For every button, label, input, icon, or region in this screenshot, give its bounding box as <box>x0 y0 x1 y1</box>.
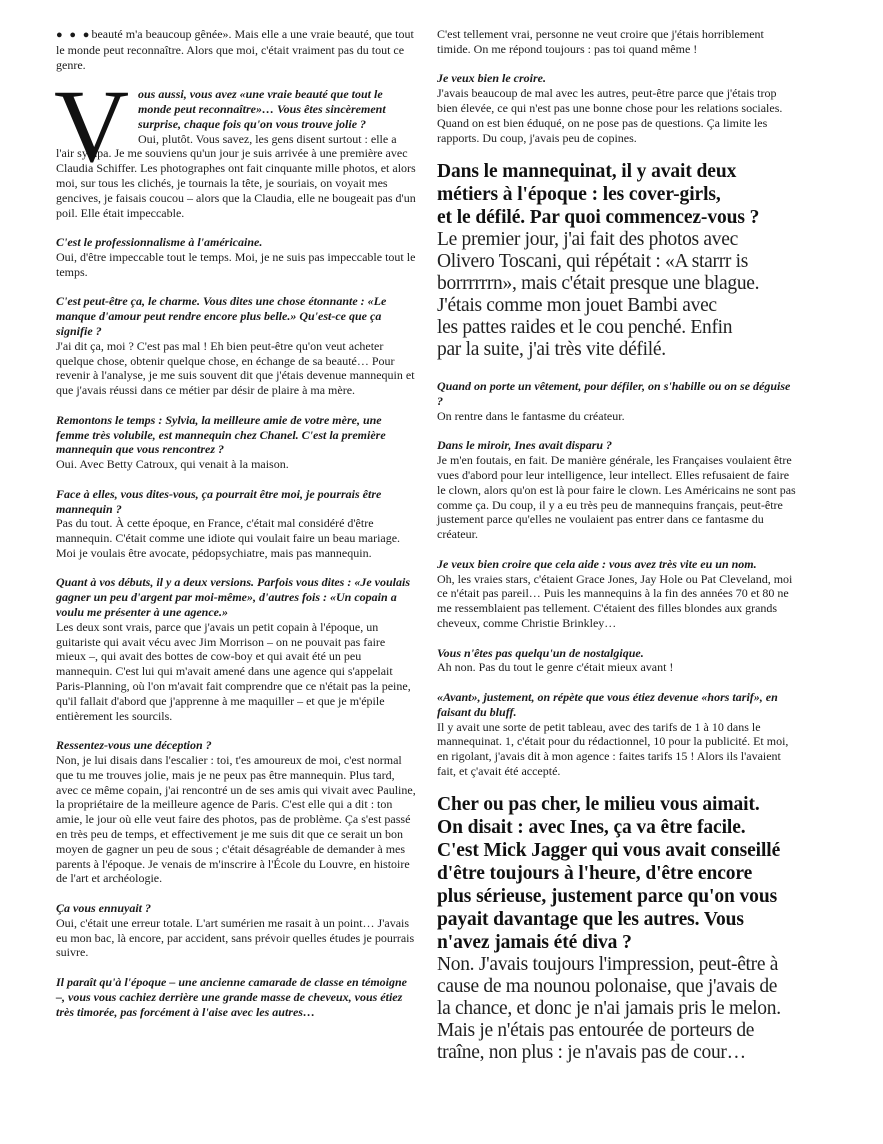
question: Vous n'êtes pas quelqu'un de nostalgique. <box>437 645 644 660</box>
qa-block <box>437 690 799 779</box>
question: Quand on porte un vêtement, pour défiler, on s'habille ou on se déguise ? <box>437 379 791 408</box>
highlight-question: Cher ou pas cher, le milieu vous aimait. On disait : avec Ines, ça va être facile. C'est Mick Jagger qui vous avait conseillé d'être toujours à l'heure, d'être encore plus sérieuse, justement parce qu'on vous payait davantage que les autres. Vous n'avez jamais été diva ? <box>437 794 781 954</box>
question: Il paraît qu'à l'époque – une ancienne camarade de classe en témoigne –, vous vous cachiez derrière une grande masse de cheveux, vous étiez très timorée, pas forcément à l'aise avec les autres… <box>56 975 407 1019</box>
qa-block <box>437 379 799 423</box>
answer: Non, je lui disais dans l'escalier : toi, t'es amoureux de moi, c'est normal que tu me trouves jolie, mais je ne peux pas être mannequin. Plus tard, avec ce même copain, j'ai rencontré un de ses amis qui vivait avec Pauline, la propriétaire de la meilleure agence de Paris. C'est elle qui a dit : ton amie, le jour où elle veut faire des photos, pas de problème. Ça s'est passé en très peu de temps, et effectivement je me suis dit que ce serait un bon moyen de gagner un peu de sous ; c'était désagréable de demander à mes parents à l'époque. Je venais de m'inscrire à l'École du Louvre, en histoire de l'art et archéologie. <box>56 753 416 886</box>
qa-block <box>56 901 416 960</box>
highlight-answer: Le premier jour, j'ai fait des photos avec Olivero Toscani, qui répétait : «A starrr is borrrrrrn», mais c'était presque une blague. J'étais comme mon jouet Bambi avec les pattes raides et le cou penché. Enfin par la suite, j'ai très vite défilé. <box>437 229 760 361</box>
qa-block <box>56 738 416 886</box>
qa-block <box>54 69 416 220</box>
answer: Pas du tout. À cette époque, en France, c'était mal considéré d'être mannequin. C'était comme une idiote qui voulait faire un beau mariage. Moi je voulais être avocate, pédopsychiatre, mais pas mannequin. <box>56 516 401 560</box>
answer: Les deux sont vrais, parce que j'avais un petit copain à l'époque, un guitariste qui avait vécu avec Jim Morrison – on ne pouvait pas faire mieux –, qui avait des bottes de cow-boy et qui avait été un peu mannequin. C'est lui qui m'avait amené dans une agence qui s'appelait Paris-Planning, où l'on m'avait fait comprendre que ce n'était pas la peine, qu'il fallait d'abord que j'apprenne à me maquiller – et que je m'épile entièrement les sourcils. <box>56 619 411 723</box>
highlight-qa <box>437 160 799 361</box>
continuation-dots-icon: ● ● ● <box>56 29 92 41</box>
qa-block <box>56 487 416 561</box>
qa-block <box>56 235 416 279</box>
qa-block <box>56 294 416 398</box>
question: ous aussi, vous avez «une vraie beauté que tout le monde peut reconnaître»… Vous êtes sincèrement surprise, chaque fois qu'on vous trouve jolie ? <box>138 87 386 131</box>
qa-block <box>56 975 416 1019</box>
question: Je veux bien croire que cela aide : vous avez très vite eu un nom. <box>437 556 757 571</box>
question: Ressentez-vous une déception ? <box>56 738 212 753</box>
question: C'est le professionnalisme à l'américaine. <box>56 235 263 250</box>
intro-paragraph <box>56 27 416 72</box>
answer: Oh, les vraies stars, c'étaient Grace Jones, Jay Hole ou Pat Cleveland, moi ce n'était pas pareil… Puis les mannequins à la fin des années 70 et 80 ne me ressemblaient pas tellement. C'étaient des filles blondes aux grands cheveux, comme Christie Brinkley… <box>437 571 793 630</box>
question: Quant à vos débuts, il y a deux versions. Parfois vous dites : «Je voulais gagner un peu d'argent par moi-même», d'autres fois : «Un copain a voulu me présenter à une agence.» <box>56 575 411 620</box>
qa-block <box>437 557 799 631</box>
answer: Oui, plutôt. Vous savez, les gens disent surtout : elle a l'air sympa. Je me souviens qu'un jour je suis arrivée à une première avec Claudia Schiffer. Les photographes ont fait cinquante mille photos, et alors moi, sur tous les clichés, je tournais la tête, je souriais, on voyait mes gencives, je faisais coucou – alors que la Claudia, elle ne bougeait pas d'un poil. Elle était impeccable. <box>56 131 416 220</box>
qa-block <box>56 413 416 472</box>
answer: J'avais beaucoup de mal avec les autres, peut-être parce que j'étais trop bien élevée, ce qui n'est pas une bonne chose pour les relations sociales. Quand on est bien éduqué, on ne pose pas de questions. Ça limite les rapports. Du coup, j'avais peu de copines. <box>437 86 783 145</box>
right-column <box>437 27 799 1082</box>
answer: J'ai dit ça, moi ? C'est pas mal ! Eh bien peut-être qu'on veut acheter quelque chose, obtenir quelque chose, en échange de sa beauté… Pour revenir à l'analyse, je me suis souvent dit que j'étais devenue mannequin et que j'avais réussi dans ce métier par désir de plaire à ma mère. <box>56 338 415 398</box>
answer: Oui, d'être impeccable tout le temps. Moi, je ne suis pas impeccable tout le temps. <box>56 249 416 279</box>
qa-block <box>437 438 799 542</box>
question: Ça vous ennuyait ? <box>56 901 152 916</box>
intro-paragraph: C'est tellement vrai, personne ne veut croire que j'étais horriblement timide. On me répond toujours : pas toi quand même ! <box>437 27 764 56</box>
drop-cap: V <box>54 69 130 185</box>
highlight-answer: Non. J'avais toujours l'impression, peut-être à cause de ma nounou polonaise, que j'avais de la chance, et donc je n'ai jamais pris le melon. Mais je n'étais pas entourée de porteurs de traîne, non plus : je n'avais pas de cour… <box>437 954 781 1064</box>
highlight-qa <box>437 793 799 1064</box>
question: «Avant», justement, on répète que vous étiez devenue «hors tarif», en faisant du bluff. <box>437 689 778 719</box>
answer: Oui, c'était une erreur totale. L'art sumérien me rasait à un point… J'avais eu mon bac, là encore, par accident, sans prévoir quelles études je pourrais suivre. <box>56 915 415 960</box>
question: Je veux bien le croire. <box>437 71 546 86</box>
answer: Ah non. Pas du tout le genre c'était mieux avant ! <box>437 660 674 675</box>
highlight-question: Dans le mannequinat, il y avait deux métiers à l'époque : les cover-girls, et le défilé. Par quoi commencez-vous ? <box>437 161 760 229</box>
qa-block <box>56 575 416 723</box>
question: Face à elles, vous dites-vous, ça pourrait être moi, je pourrais être mannequin ? <box>56 486 382 516</box>
question: C'est peut-être ça, le charme. Vous dites une chose étonnante : «Le manque d'amour peut rendre encore plus belle.» Qu'est-ce que ça signifie ? <box>56 294 387 338</box>
answer: Je m'en foutais, en fait. De manière générale, les Françaises voulaient être vues d'abord pour leur intelligence, leur intellect. Elles refusaient de faire le clown, alors qu'on est là pour faire le clown. Les Américains ne sont pas comme ça. Du coup, il y a eu très peu de mannequins français, peut-être justement parce qu'elles ne voulaient pas entrer dans ce fantasme du créateur. <box>437 453 796 542</box>
answer: Il y avait une sorte de petit tableau, avec des tarifs de 1 à 10 dans le mannequinat. 1, c'était pour du rédactionnel, 10 pour la publicité. Et moi, en rigolant, j'avais dit à mon agence : faites tarifs 15 ! Alors ils l'avaient fait, et ç'avait été accepté. <box>437 719 789 778</box>
question: Remontons le temps : Sylvia, la meilleure amie de votre mère, une femme très volubile, est mannequin chez Chanel. C'est la première mannequin que vous rencontrez ? <box>56 412 386 457</box>
qa-block <box>437 71 799 145</box>
left-column <box>56 27 416 1034</box>
question: Dans le miroir, Ines avait disparu ? <box>437 438 613 453</box>
qa-block <box>437 646 799 676</box>
answer: Oui. Avec Betty Catroux, qui venait à la maison. <box>56 457 289 472</box>
intro-text: beauté m'a beaucoup gênée». Mais elle a une vraie beauté, que tout le monde peut reconnaître. Alors que moi, c'était vraiment pas du tout ce genre. <box>56 27 414 72</box>
answer: On rentre dans le fantasme du créateur. <box>437 408 625 423</box>
